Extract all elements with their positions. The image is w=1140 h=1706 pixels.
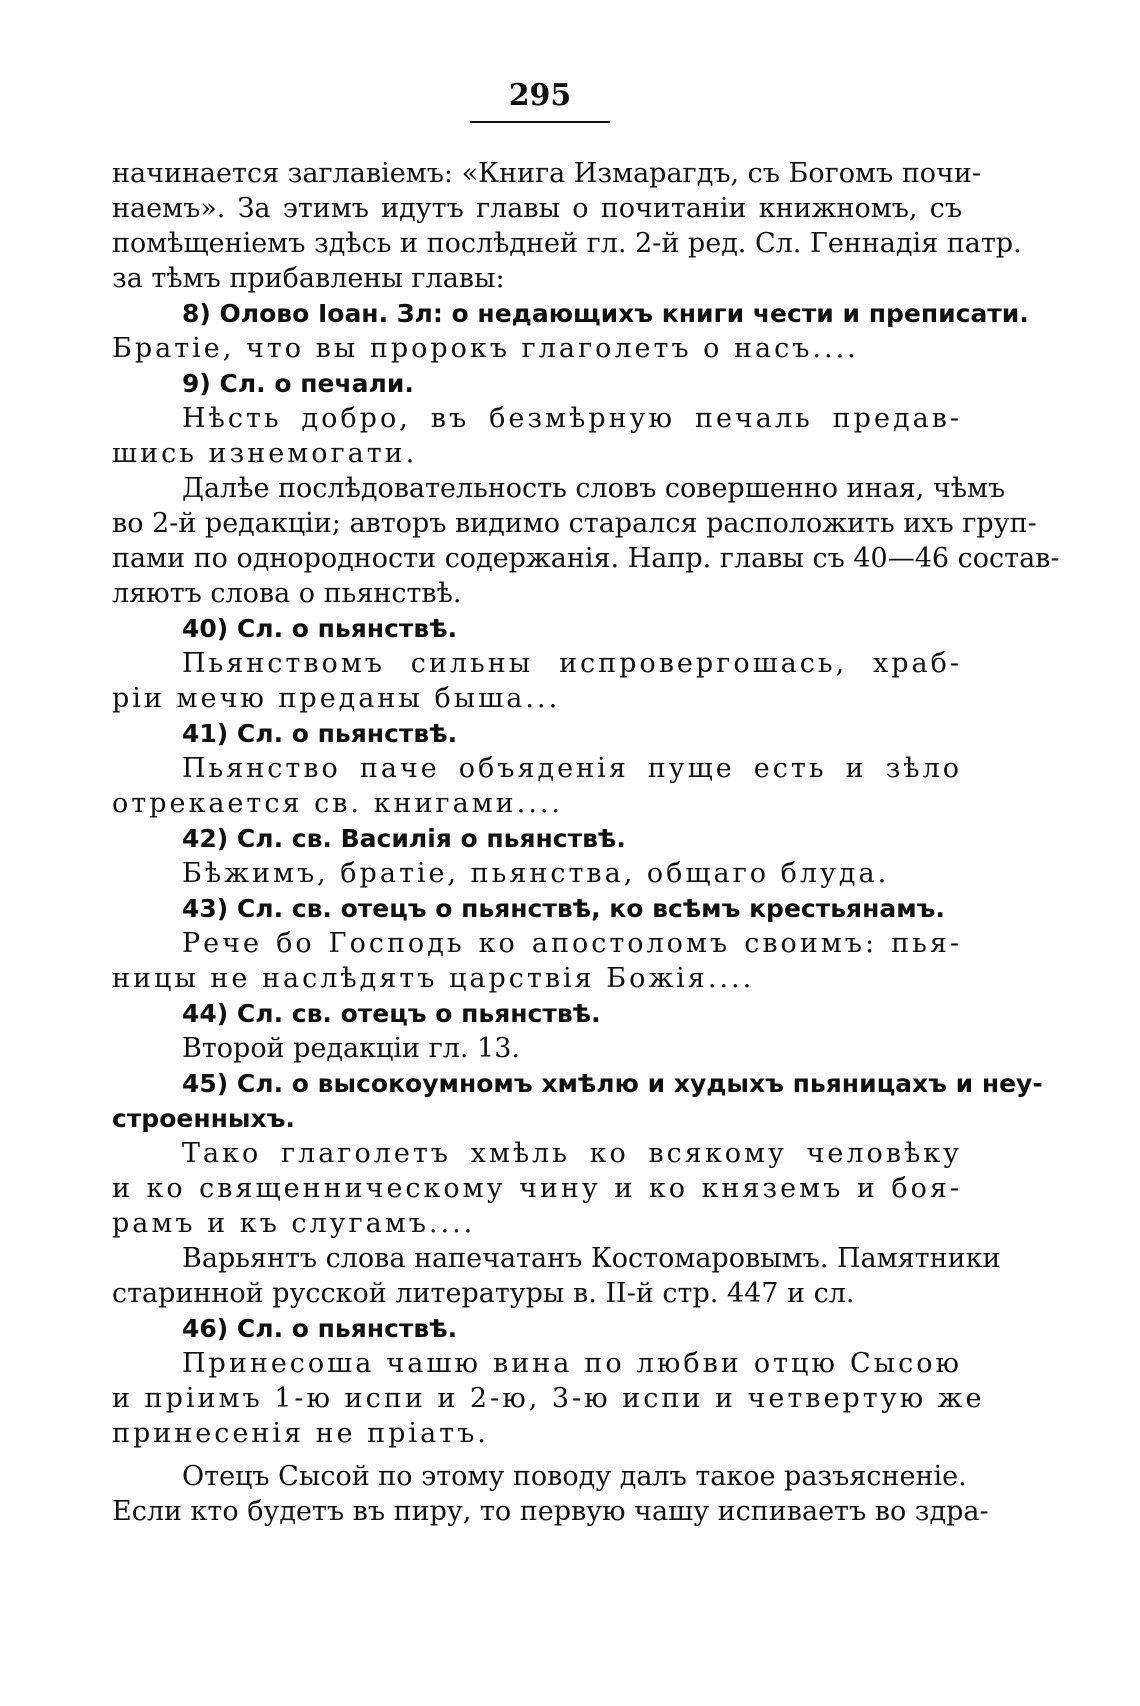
text-line: начинается заглавіемъ: «Книга Измарагдъ, съ Богомъ почи- [112,158,982,189]
heading-line: строенныхъ. [112,1104,295,1133]
quote-line: принесенія не пріатъ. [112,1418,489,1449]
quote-line: Бѣжимъ, братіе, пьянства, общаго блуда. [182,858,890,889]
heading-line: 46) Сл. о пьянствѣ. [182,1314,458,1343]
page-number: 295 [508,78,572,113]
text-line: за тѣмъ прибавлены главы: [112,263,505,294]
quote-line: Пьянствомъ сильны испровергошась, храб- [182,648,962,679]
quote-line: Принесоша чашю вина по любви отцю Сысою [182,1348,962,1379]
text-line: Далѣе послѣдовательность словъ совершенно иная, чѣмъ [182,473,1006,504]
quote-line: Братіе, что вы пророкъ глаголетъ о насъ.... [112,333,859,364]
heading-line: 41) Сл. о пьянствѣ. [182,719,458,748]
page-text [112,156,1060,1529]
heading-line: 42) Сл. св. Василія о пьянствѣ. [182,824,626,853]
quote-line: Пьянство паче объяденія пуще есть и зѣло [182,753,962,784]
quote-line: и ко священническому чину и ко княземъ и боя- [112,1173,962,1204]
heading-line: 43) Сл. св. отецъ о пьянствѣ, ко всѣмъ крестьянамъ. [182,894,945,923]
text-line: помѣщеніемъ здѣсь и послѣдней гл. 2-й ред. Сл. Геннадія патр. [112,228,1022,259]
text-line: Если кто будетъ въ пиру, то первую чашу испиваетъ во здра- [112,1496,989,1527]
quote-line: рамъ и къ слугамъ.... [112,1208,476,1239]
quote-line: ріи мечю преданы быша... [112,683,561,714]
text-line: ляютъ слова о пьянствѣ. [112,578,462,609]
text-line: Отецъ Сысой по этому поводу далъ такое разъясненіе. [182,1461,967,1492]
quote-line: Рече бо Господь ко апостоломъ своимъ: пья- [182,928,962,959]
heading-line: 40) Сл. о пьянствѣ. [182,614,458,643]
paragraph-gap [112,1451,962,1459]
quote-line: и пріимъ 1-ю испи и 2-ю, 3-ю испи и четвертую же [112,1383,985,1414]
quote-line: Тако глаголетъ хмѣль ко всякому человѣку [182,1138,962,1169]
heading-line: 45) Сл. о высокоумномъ хмѣлю и худыхъ пьяницахъ и неу- [182,1069,1043,1098]
quote-line: отрекается св. книгами.... [112,788,564,819]
text-line: наемъ». За этимъ идутъ главы о почитаніи книжномъ, съ [112,193,962,224]
text-line: пами по однородности содержанія. Напр. главы съ 40—46 состав- [112,543,1060,574]
heading-line: 8) Олово Іоан. Зл: о недающихъ книги чести и преписати. [182,299,1029,328]
text-line: старинной русской литературы в. ІІ-й стр. 447 и сл. [112,1278,855,1309]
text-line: во 2-й редакціи; авторъ видимо старался расположить ихъ груп- [112,508,1037,539]
quote-line: шись изнемогати. [112,438,418,469]
quote-line: ницы не наслѣдятъ царствія Божія.... [112,963,755,994]
heading-line: 44) Сл. св. отецъ о пьянствѣ. [182,999,601,1028]
text-line: Второй редакціи гл. 13. [182,1033,520,1064]
header-rule [470,121,610,123]
quote-line: Нѣсть добро, въ безмѣрную печаль предав- [182,403,962,434]
text-line: Варьянтъ слова напечатанъ Костомаровымъ. Памятники [182,1243,1001,1274]
heading-line: 9) Сл. о печали. [182,369,414,398]
